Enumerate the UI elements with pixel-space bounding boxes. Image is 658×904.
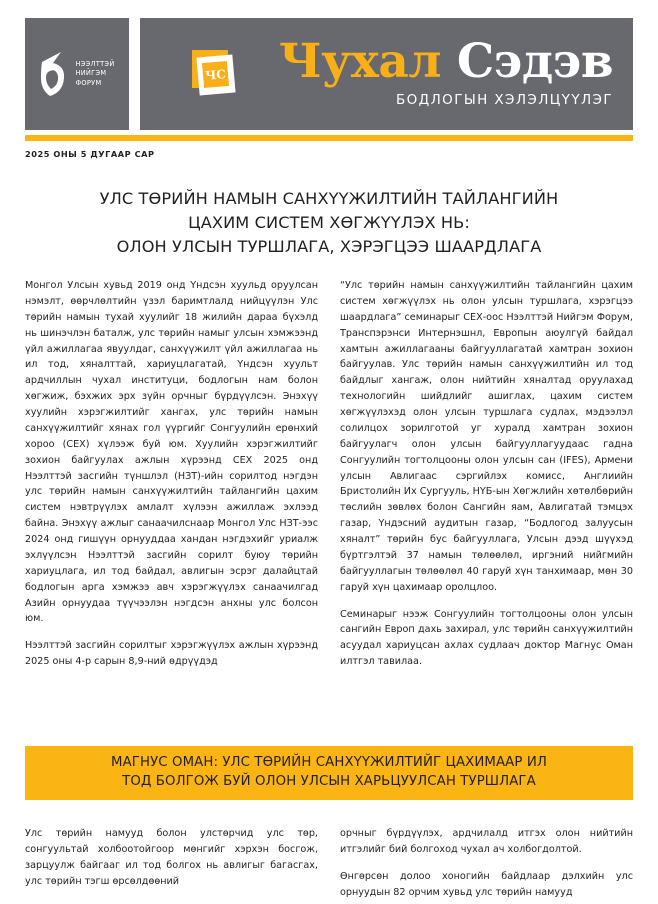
org-logo-line-3: ФОРУМ xyxy=(75,78,102,87)
page-title-line-2: ЦАХИМ СИСТЕМ ХӨГЖҮҮЛЭХ НЬ: xyxy=(188,212,470,232)
org-logo-line-2: НИЙГЭМ xyxy=(75,69,107,78)
orange-divider-rule xyxy=(25,135,633,141)
article-bottom-column-left xyxy=(25,826,318,901)
section-banner-line-2: ТОД БОЛГОЖ БУЙ ОЛОН УЛСЫН ХАРЬЦУУЛСАН ТУРШЛАГА xyxy=(122,774,536,789)
paragraph: “Улс төрийн намын санхүүжилтийн тайлангийн цахим систем хөгжүүлэх нь олон улсын туршлага, хэрэгцээ шаардлага” семинарыг СЕХ-оос Нээлттэй Нийгэм Форум, Транспэрэнси Интернэшнл, Европын аюулгүй байдал хамтын ажиллагааны байгууллагатай хамтран зохион байгуулав. Улс төрийн намын санхүүжилтийн ил тод байдлыг хангаж, олон нийтийн хяналтад оруулахад технологийн шийдлийг ашиглах, цахим систем хөгжүүлэхэд олон улсын туршлага судлах, мэдээлэл солилцох зорилготой уг хуралд хамтран зохион байгуулагч олон улсын байгууллагуудаас гадна Сонгуулийн тогтолцооны олон улсын сан (IFES), Армени улсын Авлигаас сэргийлэх комисс, Англиийн Бристолийн Их Сургууль, НҮБ-ын Хөгжлийн хөтөлбөрийн төслийн зөвлөх болон Сангийн яам, Авлигатай тэмцэх газар, Үндэсний аудитын газар, “Бодлогод залуусын хяналт” төрийн бус байгууллага, Улсын дээд шүүхэд бүртгэлтэй 37 намын төлөөлөл, иргэний нийгмийн байгууллагын төлөөлөл 40 гаруй хүн танхимаар, мөн 30 гаруй хүн цахимаар оролцлоо. xyxy=(340,280,633,593)
paragraph: Монгол Улсын хувьд 2019 онд Үндсэн хуульд оруулсан нэмэлт, өөрчлөлтийн үзэл баримтлалд нийцүүлэн Улс төрийн намын тухай хуулийг 18 жилийн дараа бүхэлд нь шинэчлэн баталж, улс төрийн намыг улсын хэмжээнд үйл ажиллагаа явуулдаг, санхүүжилт үйл ажиллагаа нь ил тод, хяналттай, хариуцлагатай, Үндсэн хуульт ардчиллын чухал институци, бодлогын нам болон хөгжиж, бэхжих эрх зүйн орчныг бүрдүүлсэн. Энэхүү хуулийн хэрэгжилтийг хангах, улс төрийн намын санхүүжилтийг хянах гол үүргийг Сонгуулийн ерөнхий хороо (СЕХ) хүлээж буй юм. Хуулийн хэрэгжилтийг зохион байгуулах ажлын хүрээнд СЕХ 2025 онд Нээлттэй засгийн түншлэл (НЗТ)-ийн сорилтод нэгдэн улс төрийн намын санхүүжилтийн тайлангийн цахим систем нэвтрүүлэх амлалт хүлээн ажиллаж эхлээд байна. Энэхүү ажлыг санаачилснаар Монгол Улс НЗТ-ээс 2024 онд гишүүн орнууддаа хандан нэгдэхийг уриалж эхлүүлсэн Нээлттэй засгийн сорилт буюу төрийн хариуцлага, ил тод байдал, авлигын эсрэг далайцтай бодлогын арга хэмжээ авч хэрэгжүүлэх санаачилгад Азийн орнуудаа түүчээлэн нэгдсэн анхны улс болсон юм. xyxy=(25,280,318,625)
article-column-left xyxy=(25,278,318,670)
org-logo-block xyxy=(25,18,129,130)
brand-icon-inner-square xyxy=(202,61,229,88)
paragraph: Улс төрийн намууд болон улстөрчид улс төр, сонгуультай холбоотойгоор мөнгийг хэрхэн босгож, зарцуулж байгааг ил тод болгох нь авлигыг багасгах, улс төрийн тэгш өрсөлдөөний xyxy=(25,828,318,887)
masthead xyxy=(0,0,658,140)
brand-title xyxy=(278,34,613,90)
brand-words xyxy=(258,34,633,108)
brand-word-2: Сэдэв xyxy=(456,34,613,90)
issue-date: 2025 ОНЫ 5 ДУГААР САР xyxy=(25,149,155,159)
page-title-line-1: УЛС ТӨРИЙН НАМЫН САНХҮҮЖИЛТИЙН ТАЙЛАНГИЙН xyxy=(99,189,559,208)
org-logo-inner xyxy=(39,50,114,98)
brand-icon-initials: ЧС xyxy=(204,66,227,83)
section-banner-line-1: МАГНУС ОМАН: УЛС ТӨРИЙН САНХҮҮЖИЛТИЙГ ЦАХИМААР ИЛ xyxy=(111,755,547,771)
section-banner xyxy=(25,746,633,800)
org-logo-line-1: НЭЭЛТТЭЙ xyxy=(75,59,115,68)
osf-swirl-logo-icon xyxy=(39,50,69,98)
article-bottom-column-right xyxy=(340,826,633,901)
paragraph: орчныг бүрдүүлэх, ардчилалд итгэх олон нийтийн итгэлийг бий болгоход чухал ач холбогдолтой. xyxy=(340,828,633,855)
paragraph: Өнгөрсөн долоо хоногийн байдлаар дэлхийн улс орнуудын 82 орчим хувьд улс төрийн намууд xyxy=(340,870,633,898)
paragraph: Семинарыг нээж Сонгуулийн тогтолцооны олон улсын сангийн Европ дахь захирал, улс төрийн санхүүжилтийн асуудал хариуцсан ахлах судлаач доктор Магнус Оман илтгэл тавилаа. xyxy=(340,608,633,668)
brand-title-block xyxy=(140,18,633,130)
page-title xyxy=(40,187,618,258)
article-body-bottom xyxy=(25,826,633,901)
page-title-line-3: ОЛОН УЛСЫН ТУРШЛАГА, ХЭРЭГЦЭЭ ШААРДЛАГА xyxy=(116,236,542,256)
article-body xyxy=(25,278,633,670)
brand-square-icon xyxy=(190,48,236,100)
brand-subtitle: БОДЛОГЫН ХЭЛЭЛЦҮҮЛЭГ xyxy=(396,91,613,108)
paragraph: Нээлттэй засгийн сорилтыг хэрэгжүүлэх ажлын хүрээнд 2025 оны 4-р сарын 8,9-ний өдрүүдэд xyxy=(25,640,318,668)
org-logo-text xyxy=(75,60,114,89)
article-column-right xyxy=(340,278,633,670)
brand-word-1: Чухал xyxy=(278,34,441,90)
